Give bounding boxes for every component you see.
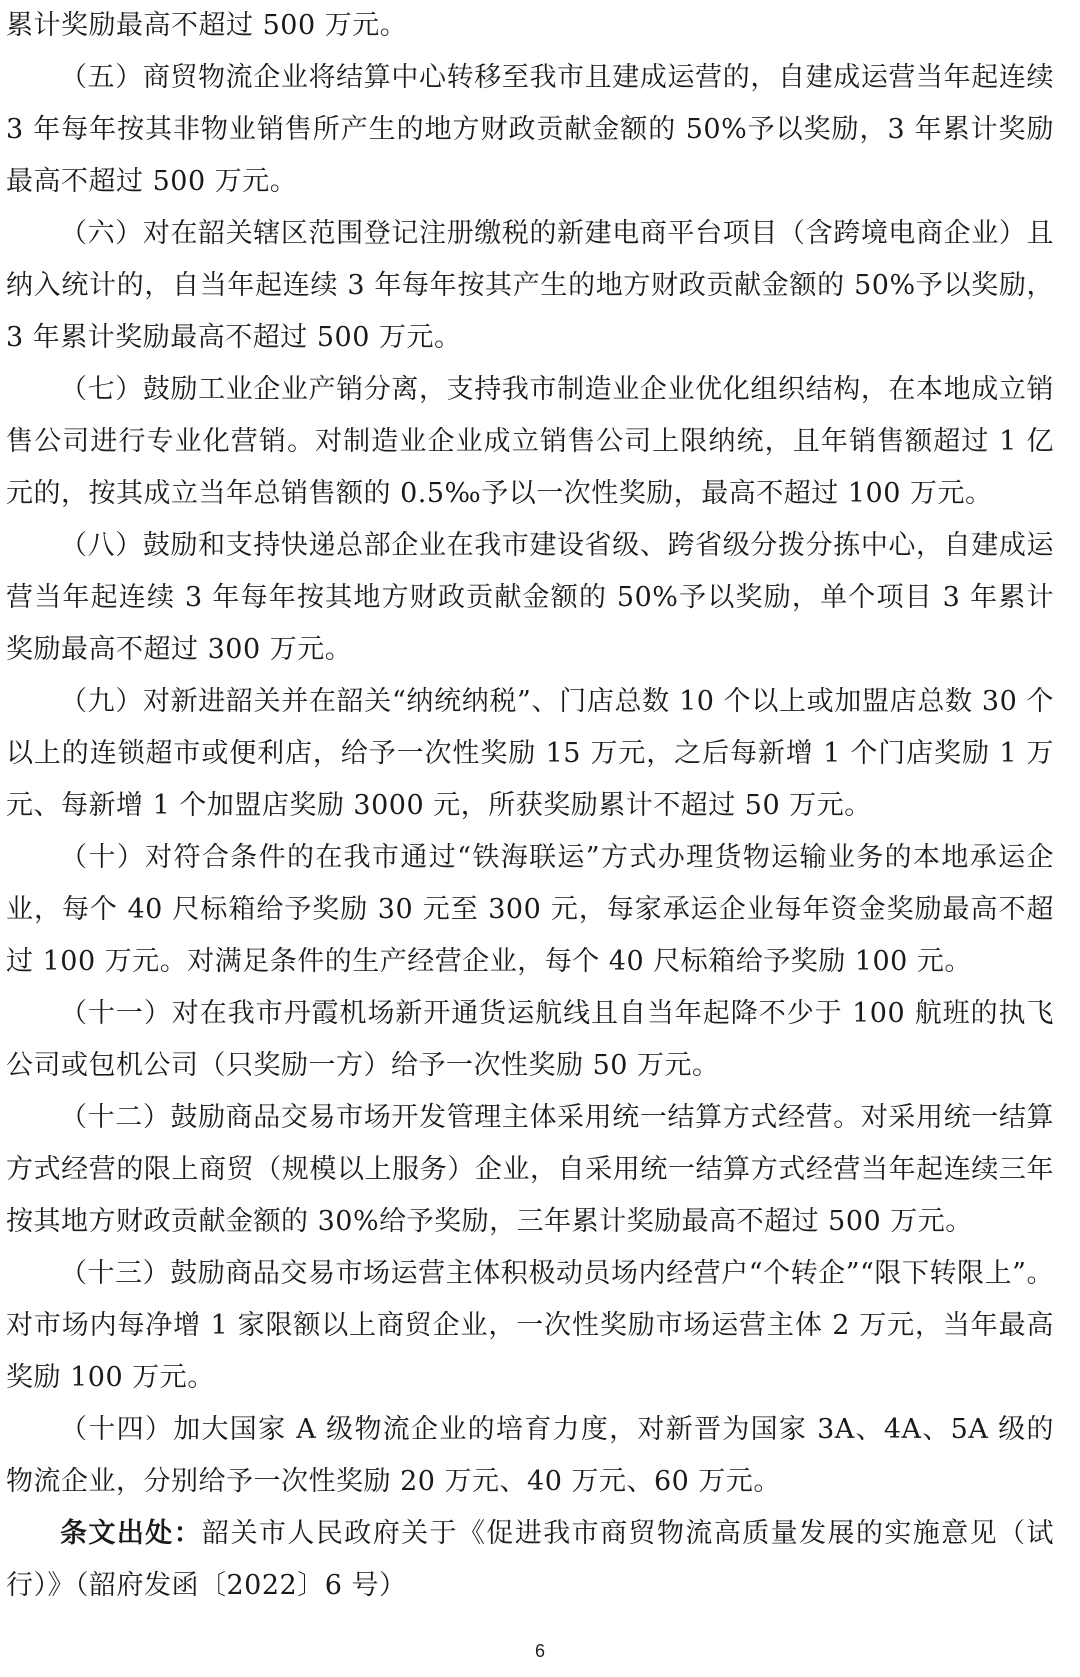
clause-12-paragraph: （十二）鼓励商品交易市场开发管理主体采用统一结算方式经营。对采用统一结算方式经营的限上商贸（规模以上服务）企业，自采用统一结算方式经营当年起连续三年按其地方财政贡献金额的 30%给予奖励，三年累计奖励最高不超过 500 万元。	[6, 1102, 1054, 1237]
clause-11-paragraph: （十一）对在我市丹霞机场新开通货运航线且自当年起降不少于 100 航班的执飞公司或包机公司（只奖励一方）给予一次性奖励 50 万元。	[6, 998, 1054, 1081]
source-paragraph	[6, 1508, 1054, 1612]
source-label: 条文出处：	[60, 1518, 203, 1549]
clause-9-paragraph: （九）对新进韶关并在韶关“纳统纳税”、门店总数 10 个以上或加盟店总数 30 个以上的连锁超市或便利店，给予一次性奖励 15 万元，之后每新增 1 个门店奖励 1 万元、每新增 1 个加盟店奖励 3000 元，所获奖励累计不超过 50 万元。	[6, 686, 1054, 821]
page-number: 6	[534, 1641, 545, 1661]
continuation-paragraph: 累计奖励最高不超过 500 万元。	[6, 10, 408, 41]
source-text: 韶关市人民政府关于《促进我市商贸物流高质量发展的实施意见（试行）》（韶府发函〔2022〕6 号）	[6, 1518, 1055, 1601]
clause-6-paragraph: （六）对在韶关辖区范围登记注册缴税的新建电商平台项目（含跨境电商企业）且纳入统计的，自当年起连续 3 年每年按其产生的地方财政贡献金额的 50%予以奖励，3 年累计奖励最高不超过 500 万元。	[6, 218, 1054, 353]
document-body	[6, 0, 1054, 1612]
clause-13-paragraph: （十三）鼓励商品交易市场运营主体积极动员场内经营户“个转企”“限下转限上”。对市场内每净增 1 家限额以上商贸企业，一次性奖励市场运营主体 2 万元，当年最高奖励 100 万元。	[6, 1258, 1054, 1393]
clause-10-paragraph: （十）对符合条件的在我市通过“铁海联运”方式办理货物运输业务的本地承运企业，每个 40 尺标箱给予奖励 30 元至 300 元，每家承运企业每年资金奖励最高不超过 100 万元。对满足条件的生产经营企业，每个 40 尺标箱给予奖励 100 元。	[6, 842, 1054, 977]
clause-7-paragraph: （七）鼓励工业企业产销分离，支持我市制造业企业优化组织结构，在本地成立销售公司进行专业化营销。对制造业企业成立销售公司上限纳统，且年销售额超过 1 亿元的，按其成立当年总销售额的 0.5‰予以一次性奖励，最高不超过 100 万元。	[6, 374, 1054, 509]
clause-5-paragraph: （五）商贸物流企业将结算中心转移至我市且建成运营的，自建成运营当年起连续 3 年每年按其非物业销售所产生的地方财政贡献金额的 50%予以奖励，3 年累计奖励最高不超过 500 万元。	[6, 62, 1054, 197]
clause-14-paragraph: （十四）加大国家 A 级物流企业的培育力度，对新晋为国家 3A、4A、5A 级的物流企业，分别给予一次性奖励 20 万元、40 万元、60 万元。	[6, 1414, 1054, 1497]
clause-8-paragraph: （八）鼓励和支持快递总部企业在我市建设省级、跨省级分拨分拣中心，自建成运营当年起连续 3 年每年按其地方财政贡献金额的 50%予以奖励，单个项目 3 年累计奖励最高不超过 300 万元。	[6, 530, 1054, 665]
